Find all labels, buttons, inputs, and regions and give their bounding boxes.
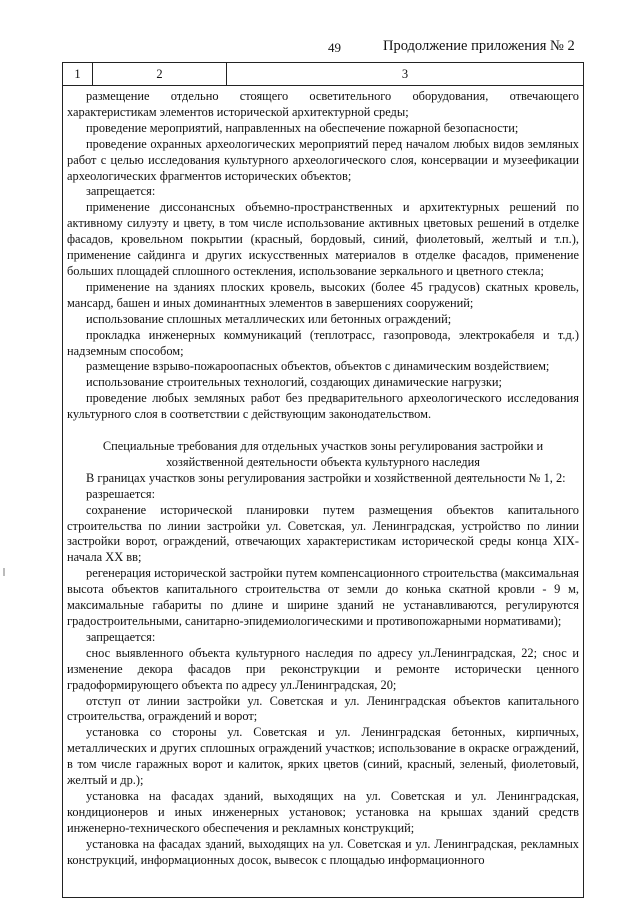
- paragraph: В границах участков зоны регулирования застройки и хозяйственной деятельности № 1, 2:: [86, 470, 566, 485]
- paragraph: сохранение исторической планировки путем размещения объектов капитального строительства по линии застройки ул. Советская, ул. Ленинградская, устройство по линии застройки ворот, ограждений, отвечающих характеристикам исторической среды конца XIX- начала XX вв;: [67, 502, 579, 565]
- paragraph: разрешается:: [86, 486, 156, 501]
- appendix-continuation-note: Продолжение приложения № 2: [383, 38, 575, 54]
- paragraph: применение на зданиях плоских кровель, высоких (более 45 градусов) скатных кровель, мансард, башен и иных доминантных элементов в завершениях сооружений;: [67, 279, 579, 310]
- document-table: [62, 62, 584, 898]
- column-header-3: 3: [401, 67, 409, 81]
- document-body: [67, 89, 579, 869]
- paragraph: установка на фасадах зданий, выходящих на ул. Советская и ул. Ленинградская, кондиционеров и иных инженерных установок; установка на крышах зданий средств инженерно-технического обеспечения и рекламных конструкций;: [67, 788, 579, 835]
- paragraph: установка со стороны ул. Советская и ул. Ленинградская бетонных, кирпичных, металлических и других сплошных ограждений участков; использование в окраске ограждений, в том числе гаражных ворот и калиток, ярких цветов (синий, красный, зеленый, фиолетовый, желтый и др.);: [67, 725, 579, 788]
- paragraph: установка на фасадах зданий, выходящих на ул. Советская и ул. Ленинградская, рекламных конструкций, информационных досок, вывесок с площадью информационного: [67, 836, 579, 867]
- paragraph: использование сплошных металлических или бетонных ограждений;: [86, 311, 452, 326]
- paragraph: отступ от линии застройки ул. Советская и ул. Ленинградская объектов капитального строительства, ограждений и ворот;: [67, 693, 579, 724]
- section-spacer: [67, 423, 579, 439]
- paragraph: снос выявленного объекта культурного наследия по адресу ул.Ленинградская, 22; снос и изменение декора фасадов при реконструкции и ремонте исторически ценного градоформирующего объекта по адресу ул.Ленинградская, 20;: [67, 645, 579, 692]
- paragraph: проведение мероприятий, направленных на обеспечение пожарной безопасности;: [86, 120, 519, 135]
- paragraph: запрещается:: [86, 184, 156, 199]
- paragraph: проведение любых земляных работ без предварительного археологического исследования культурного слоя в соответствии с действующим законодательством.: [67, 391, 579, 422]
- column-header-2: 2: [93, 63, 227, 85]
- table-header-row: [63, 63, 583, 86]
- paragraph: проведение охранных археологических мероприятий перед началом любых видов земляных работ с целью исследования культурного археологического слоя, консервации и музеефикации археологических фрагментов исторических объектов;: [67, 136, 579, 183]
- section-heading: Специальные требования для отдельных участков зоны регулирования застройки и хозяйственной деятельности объекта культурного наследия: [102, 439, 544, 469]
- paragraph: запрещается:: [86, 629, 156, 644]
- paragraph: регенерация исторической застройки путем компенсационного строительства (максимальная высота объектов капитального строительства от земли до конька скатной кровли - 9 м, максимальные габариты по длине и ширине зданий не устанавливаются, регулируются градостроительными, санитарно-эпидемиологическими и противопожарными нормативами);: [67, 566, 579, 628]
- page-number: 49: [328, 40, 341, 55]
- paragraph: размещение взрыво-пожароопасных объектов, объектов с динамическим воздействием;: [86, 359, 550, 374]
- paragraph: размещение отдельно стоящего осветительного оборудования, отвечающего характеристикам элементов исторической архитектурной среды;: [67, 89, 579, 119]
- paragraph: использование строительных технологий, создающих динамические нагрузки;: [86, 375, 502, 390]
- column-header-1: 1: [63, 63, 93, 85]
- paragraph: применение диссонансных объемно-пространственных и архитектурных решений по активному силуэту и цвету, в том числе использование активных цветовых решений в отделке фасадов, кровельном покрытии (красный, бордовый, синий, фиолетовый, желтый и т.п.), применение сайдинга и других искусственных материалов в отделке фасадов, применение больших площадей сплошного остекления, использование зеркального и цветного стекла;: [67, 200, 579, 278]
- paragraph: прокладка инженерных коммуникаций (теплотрасс, газопровода, электрокабеля и т.д.) надземным способом;: [67, 327, 579, 358]
- left-margin-mark: [3, 568, 5, 576]
